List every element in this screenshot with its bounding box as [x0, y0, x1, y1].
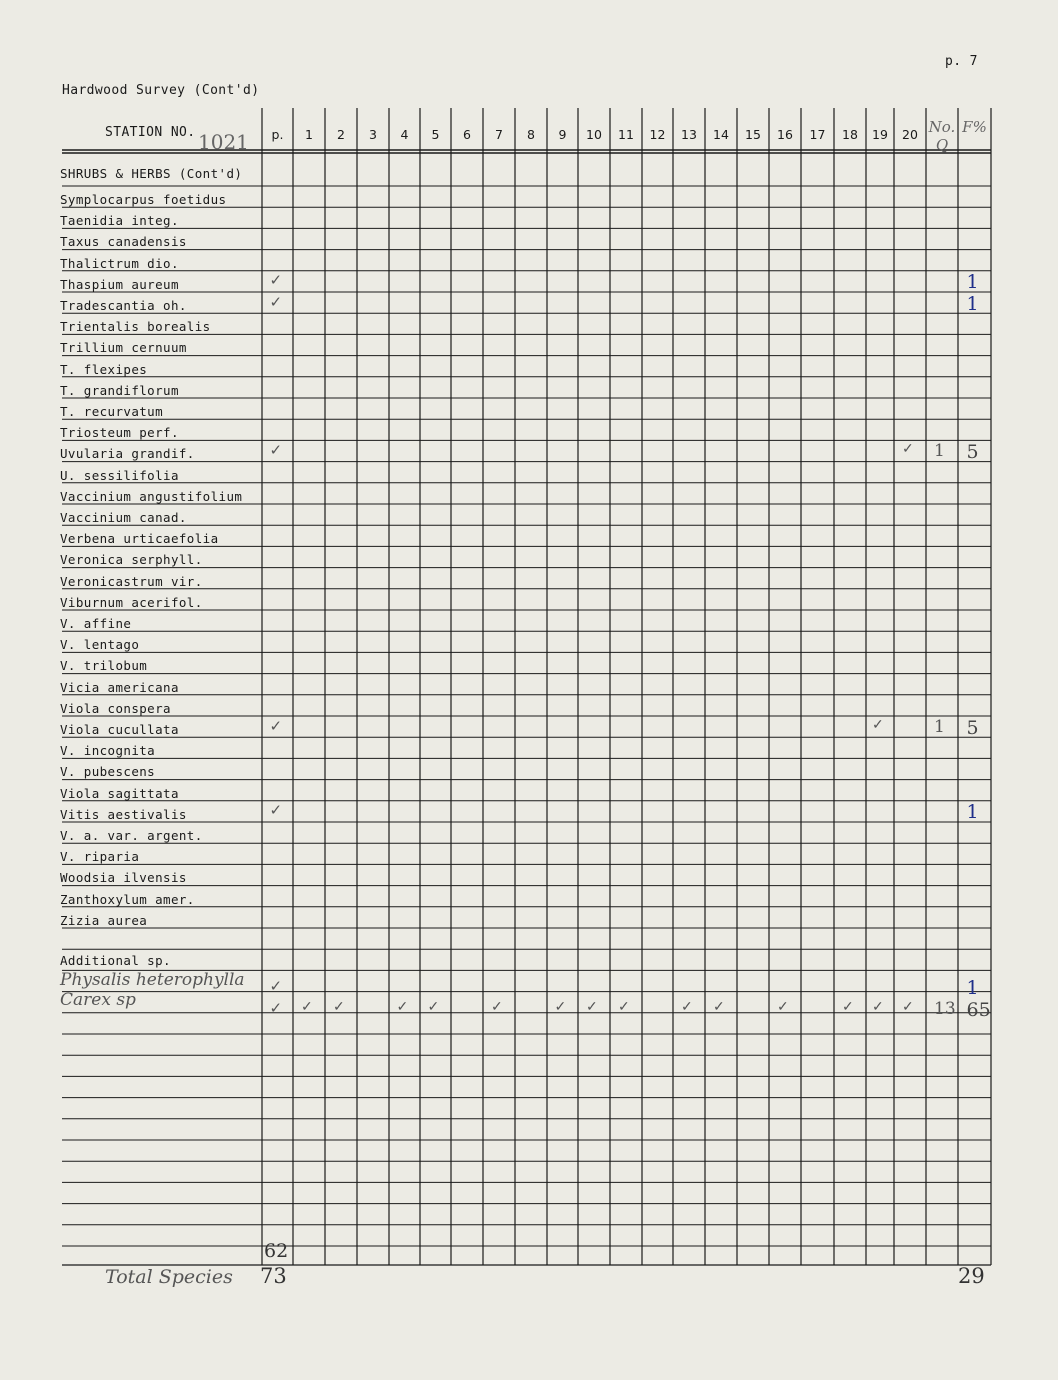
- check-mark: ✓: [269, 271, 283, 290]
- species-row-label: Viola sagittata: [60, 785, 179, 801]
- check-mark: ✓: [777, 998, 789, 1015]
- column-header-16: 16: [777, 127, 793, 142]
- column-header-22: F%: [962, 118, 987, 136]
- column-header-13: 13: [681, 127, 697, 142]
- check-mark: ✓: [269, 801, 283, 820]
- column-header-14: 14: [713, 127, 729, 142]
- species-row-label: Trillium cernuum: [60, 340, 187, 356]
- check-mark: ✓: [269, 292, 283, 311]
- total-species-value: 73: [260, 1264, 287, 1288]
- station-number: 1021: [198, 130, 249, 154]
- check-mark: ✓: [902, 441, 914, 457]
- column-header-8: 8: [527, 127, 535, 142]
- species-row-label: Viburnum acerifol.: [60, 594, 203, 610]
- species-row-label: V. affine: [60, 616, 132, 631]
- frequency-value: 1: [966, 271, 979, 294]
- species-row-label: V. pubescens: [60, 764, 156, 780]
- page-number: p. 7: [945, 54, 978, 69]
- species-row-label: V. riparia: [60, 849, 140, 865]
- check-mark: ✓: [842, 998, 854, 1015]
- species-row-label: V. a. var. argent.: [60, 828, 203, 843]
- species-row-label: Veronica serphyll.: [60, 552, 203, 568]
- column-header-18: 18: [842, 127, 858, 142]
- frequency-value: 65: [966, 998, 991, 1021]
- species-row-label: Vaccinium angustifolium: [60, 488, 243, 504]
- column-header-6: 6: [463, 127, 471, 142]
- species-row-label: Taenidia integ.: [60, 213, 179, 229]
- check-mark: ✓: [427, 998, 440, 1015]
- check-mark: ✓: [269, 716, 283, 735]
- species-row-label: T. flexipes: [60, 361, 148, 377]
- species-row-label: T. recurvatum: [60, 404, 164, 419]
- check-mark: ✓: [301, 998, 313, 1015]
- quadrat-count: 13: [934, 998, 956, 1019]
- column-header-15: 15: [745, 127, 761, 142]
- check-mark: ✓: [554, 998, 567, 1015]
- species-row-label: V. incognita: [60, 743, 156, 759]
- species-row-label: Viola conspera: [60, 700, 171, 716]
- species-row-label: Woodsia ilvensis: [60, 870, 187, 886]
- check-mark: ✓: [872, 716, 884, 733]
- column-header-5: 5: [431, 127, 440, 142]
- species-row-label: U. sessilifolia: [60, 467, 179, 483]
- species-row-label: Viola cucullata: [60, 722, 179, 737]
- species-row-label: Triosteum perf.: [60, 425, 179, 441]
- column-header-11: 11: [618, 127, 634, 142]
- column-header-21: No. Q: [928, 118, 956, 154]
- check-mark: ✓: [681, 998, 693, 1015]
- check-mark: ✓: [586, 998, 598, 1015]
- column-header-12: 12: [649, 127, 666, 142]
- frequency-value: 5: [966, 441, 979, 463]
- species-row-label: V. trilobum: [60, 658, 148, 674]
- species-row-label: Thaspium aureum: [60, 276, 179, 292]
- species-row-label: Trientalis borealis: [60, 319, 211, 335]
- handwritten-species-carex: Carex sp: [60, 990, 136, 1010]
- p-column-subtotal: 62: [264, 1240, 289, 1262]
- species-row-label: V. lentago: [60, 637, 140, 653]
- column-header-20: 20: [902, 127, 918, 142]
- column-header-1: 1: [305, 127, 313, 142]
- check-mark: ✓: [872, 998, 884, 1015]
- frequency-value: 1: [966, 801, 979, 824]
- frequency-value: 5: [966, 716, 979, 739]
- station-label: STATION NO.: [105, 125, 196, 140]
- column-header-19: 19: [872, 127, 888, 142]
- column-header-4: 4: [400, 127, 409, 142]
- species-row-label: Zanthoxylum amer.: [60, 891, 195, 907]
- column-header-2: 2: [337, 127, 345, 142]
- check-mark: ✓: [269, 441, 283, 459]
- check-mark: ✓: [396, 998, 409, 1015]
- species-row-label: Uvularia grandif.: [60, 446, 195, 462]
- column-header-0: p.: [271, 127, 284, 142]
- total-f-value: 29: [958, 1264, 985, 1288]
- check-mark: ✓: [269, 977, 283, 996]
- check-mark: ✓: [902, 998, 914, 1015]
- column-header-10: 10: [586, 127, 602, 142]
- species-row-label: Thalictrum dio.: [60, 255, 179, 271]
- handwritten-species-physalis: Physalis heterophylla: [60, 970, 245, 990]
- check-mark: ✓: [491, 998, 503, 1015]
- species-row-label: Zizia aurea: [60, 912, 148, 928]
- frequency-value: 1: [966, 977, 979, 1000]
- frequency-value: 1: [966, 292, 979, 315]
- column-header-7: 7: [495, 127, 503, 142]
- check-mark: ✓: [713, 998, 725, 1015]
- quadrat-count: 1: [934, 441, 945, 461]
- species-row-label: Tradescantia oh.: [60, 298, 187, 313]
- quadrat-count: 1: [934, 716, 945, 737]
- check-mark: ✓: [618, 998, 630, 1015]
- species-row-label: T. grandiflorum: [60, 382, 179, 398]
- species-row-label: Verbena urticaefolia: [60, 531, 219, 547]
- total-species-label: Total Species: [105, 1266, 233, 1288]
- check-mark: ✓: [333, 998, 345, 1015]
- page-title: Hardwood Survey (Cont'd): [62, 83, 260, 98]
- column-header-17: 17: [809, 127, 826, 142]
- species-row-label: Taxus canadensis: [60, 234, 187, 250]
- species-row-label: Vicia americana: [60, 679, 179, 695]
- species-row-label: Symplocarpus foetidus: [60, 192, 227, 207]
- species-row-label: Vaccinium canad.: [60, 510, 187, 525]
- check-mark: ✓: [269, 998, 283, 1017]
- species-row-label: Veronicastrum vir.: [60, 573, 203, 589]
- column-header-3: 3: [369, 127, 377, 142]
- species-row-label: Vitis aestivalis: [60, 806, 187, 822]
- additional-species-label: Additional sp.: [60, 953, 171, 968]
- column-header-9: 9: [558, 127, 567, 142]
- section-heading: SHRUBS & HERBS (Cont'd): [60, 166, 243, 181]
